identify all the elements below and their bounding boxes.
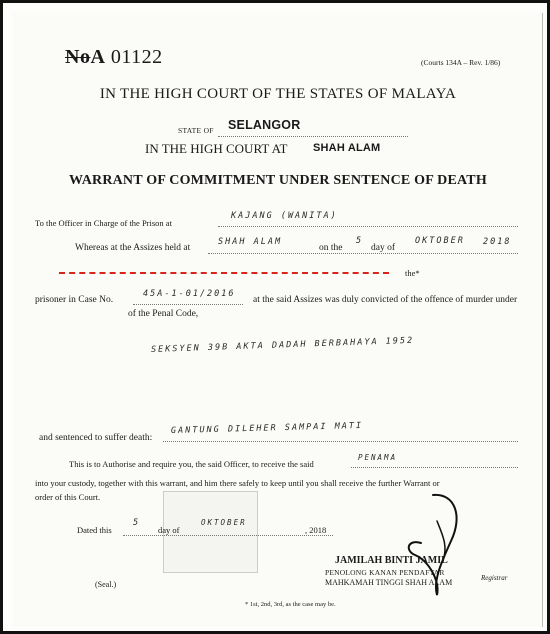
the-label: the* xyxy=(405,268,420,278)
serial-number xyxy=(65,46,163,69)
sentence-value: GANTUNG DILEHER SAMPAI MATI xyxy=(170,420,364,436)
assizes-day: 5 xyxy=(356,236,364,246)
officer-underline xyxy=(218,226,518,227)
signatory-name: JAMILAH BINTI JAMIL xyxy=(335,555,448,566)
footnote: * 1st, 2nd, 3rd, as the case may be. xyxy=(245,601,336,608)
signatory-role: PENOLONG KANAN PENDAFTAR xyxy=(325,568,445,577)
serial-digits: 01122 xyxy=(110,46,163,68)
assizes-on-the: on the xyxy=(319,243,343,253)
order-text: order of this Court. xyxy=(35,492,101,502)
form-reference: (Courts 134A – Rev. 1/86) xyxy=(421,58,501,67)
assizes-day-of: day of xyxy=(371,243,396,253)
warrant-document xyxy=(13,13,543,627)
dated-day: 5 xyxy=(133,518,141,528)
registrar-label: Registrar xyxy=(481,574,508,582)
case-text: at the said Assizes was duly convicted of the offence of murder under xyxy=(253,295,518,305)
serial-letter: A xyxy=(90,46,106,68)
authorise-underline xyxy=(351,467,518,468)
state-label: STATE OF xyxy=(178,126,214,135)
custody-text: into your custody, together with this warrant, and him there safely to keep until you shall receive the further Warrant or xyxy=(35,478,440,488)
sentence-underline xyxy=(163,441,518,442)
offence-text: SEKSYEN 39B AKTA DADAH BERBAHAYA 1952 xyxy=(150,335,415,355)
warrant-title: WARRANT OF COMMITMENT UNDER SENTENCE OF DEATH xyxy=(69,173,487,188)
authorise-text: This is to Authorise and require you, the said Officer, to receive the said xyxy=(69,459,314,469)
assizes-underline xyxy=(208,253,518,254)
officer-label: To the Officer in Charge of the Prison at xyxy=(35,218,172,228)
dated-month: OKTOBER xyxy=(201,518,247,527)
assizes-place: SHAH ALAM xyxy=(218,237,283,247)
case-label: prisoner in Case No. xyxy=(35,295,114,305)
case-number: 45A-1-01/2016 xyxy=(143,289,236,299)
state-value: SELANGOR xyxy=(228,118,301,132)
authorise-value: PENAMA xyxy=(358,453,398,462)
assizes-month: OKTOBER xyxy=(415,236,465,246)
penal-code: of the Penal Code, xyxy=(128,309,199,319)
assizes-label: Whereas at the Assizes held at xyxy=(75,243,191,253)
dated-day-of: day of xyxy=(158,525,180,535)
dated-underline xyxy=(123,535,333,536)
court-at-label: IN THE HIGH COURT AT xyxy=(145,141,288,156)
prison-name: KAJANG (WANITA) xyxy=(231,211,338,221)
court-title: IN THE HIGH COURT OF THE STATES OF MALAYA xyxy=(99,86,457,102)
court-at-value: SHAH ALAM xyxy=(313,142,381,154)
signatory-court: MAHKAMAH TINGGI SHAH ALAM xyxy=(325,578,453,587)
sentence-label: and sentenced to suffer death: xyxy=(39,433,153,443)
assizes-year: 2018 xyxy=(483,237,512,247)
case-underline xyxy=(133,304,243,305)
dated-label: Dated this xyxy=(77,525,112,535)
state-underline xyxy=(218,136,408,137)
seal-label: (Seal.) xyxy=(95,580,117,589)
serial-prefix: No xyxy=(65,46,91,68)
redaction-line xyxy=(59,272,389,274)
dated-year: , 2018 xyxy=(305,525,327,535)
